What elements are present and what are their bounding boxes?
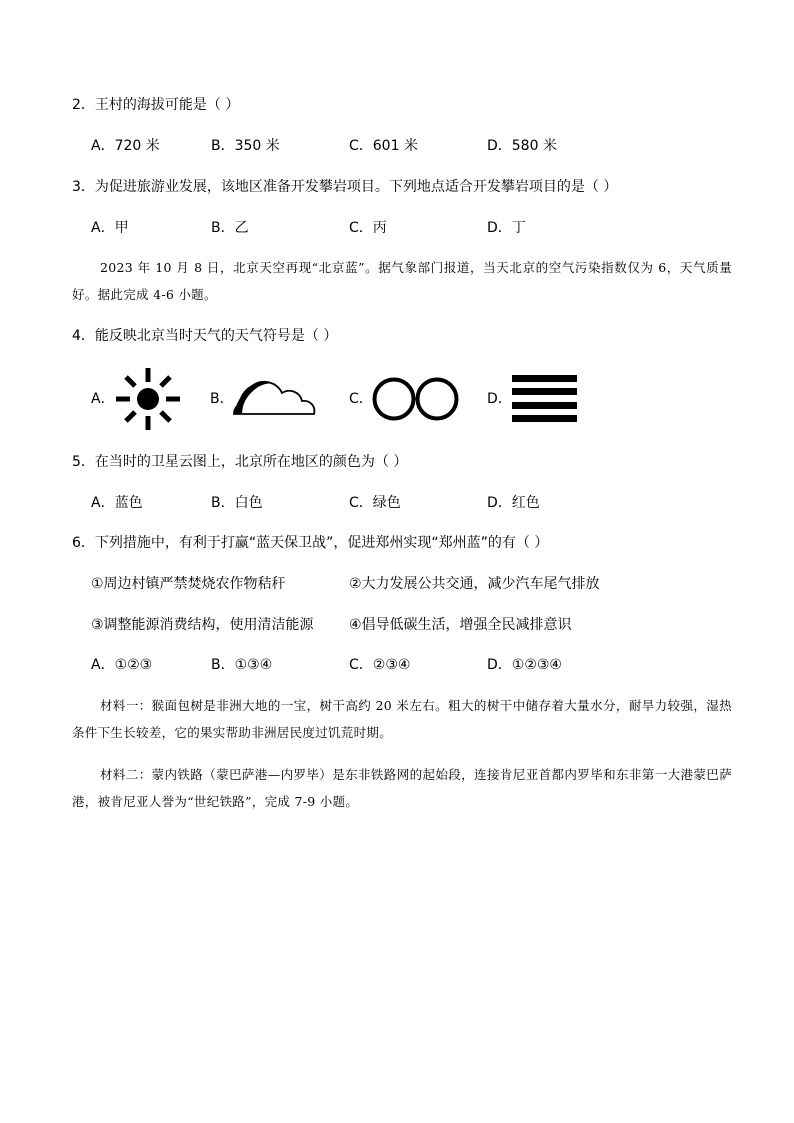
cloud-icon [232, 372, 316, 418]
question-3-option-b: B．乙 [211, 220, 249, 236]
question-4-option-b: B． [210, 391, 234, 407]
question-6-stem: 6．下列措施中，有利于打赢“蓝天保卫战”，促进郑州实现“郑州蓝”的有（ ） [72, 535, 549, 551]
haze-bars-icon [512, 375, 578, 423]
question-2-option-b: B．350 米 [211, 138, 280, 154]
question-4-option-c: C． [349, 391, 373, 407]
question-6-item-1: ①周边村镇严禁焚烧农作物秸秆 [91, 576, 286, 592]
question-6-option-d: D．①②③④ [487, 657, 562, 673]
passage-beijing-blue: 2023 年 10 月 8 日，北京天空再现“北京蓝”。据气象部门报道，当天北京的空气污染指数仅为 6，天气质量好。据此完成 4-6 小题。 [72, 260, 732, 302]
question-5-option-c: C．绿色 [349, 495, 401, 511]
question-6-option-c: C．②③④ [349, 657, 411, 673]
question-6-item-3: ③调整能源消费结构，使用清洁能源 [91, 617, 314, 633]
question-2-option-d: D．580 米 [487, 138, 557, 154]
question-2-option-c: C．601 米 [349, 138, 418, 154]
question-2-stem: 2．王村的海拔可能是（ ） [72, 97, 240, 113]
question-4-option-d: D． [487, 391, 512, 407]
question-5-option-b: B．白色 [211, 495, 263, 511]
question-3-option-d: D．丁 [487, 220, 526, 236]
material-1: 材料一：猴面包树是非洲大地的一宝，树干高约 20 米左右。粗大的树干中储存着大量水分，耐旱力较强，湿热条件下生长较差，它的果实帮助非洲居民度过饥荒时期。 [72, 698, 732, 740]
question-6-option-a: A．①②③ [91, 657, 153, 673]
question-6-item-2: ②大力发展公共交通，减少汽车尾气排放 [349, 576, 600, 592]
question-4-stem: 4．能反映北京当时天气的天气符号是（ ） [72, 328, 338, 344]
question-5-stem: 5．在当时的卫星云图上，北京所在地区的颜色为（ ） [72, 454, 408, 470]
question-5-option-d: D．红色 [487, 495, 540, 511]
question-6-option-b: B．①③④ [211, 657, 273, 673]
question-3-stem: 3．为促进旅游业发展，该地区准备开发攀岩项目。下列地点适合开发攀岩项目的是（ ） [72, 179, 618, 195]
question-5-option-a: A．蓝色 [91, 495, 143, 511]
fog-double-circle-icon [371, 376, 461, 422]
question-6-item-4: ④倡导低碳生活，增强全民减排意识 [349, 617, 572, 633]
sun-icon [114, 366, 182, 432]
material-2: 材料二：蒙内铁路（蒙巴萨港—内罗毕）是东非铁路网的起始段，连接肯尼亚首都内罗毕和东非第一大港蒙巴萨港，被肯尼亚人誉为“世纪铁路”，完成 7-9 小题。 [72, 767, 732, 809]
question-2-option-a: A．720 米 [91, 138, 160, 154]
question-4-option-a: A． [91, 391, 115, 407]
question-3-option-a: A．甲 [91, 220, 129, 236]
question-3-option-c: C．丙 [349, 220, 387, 236]
